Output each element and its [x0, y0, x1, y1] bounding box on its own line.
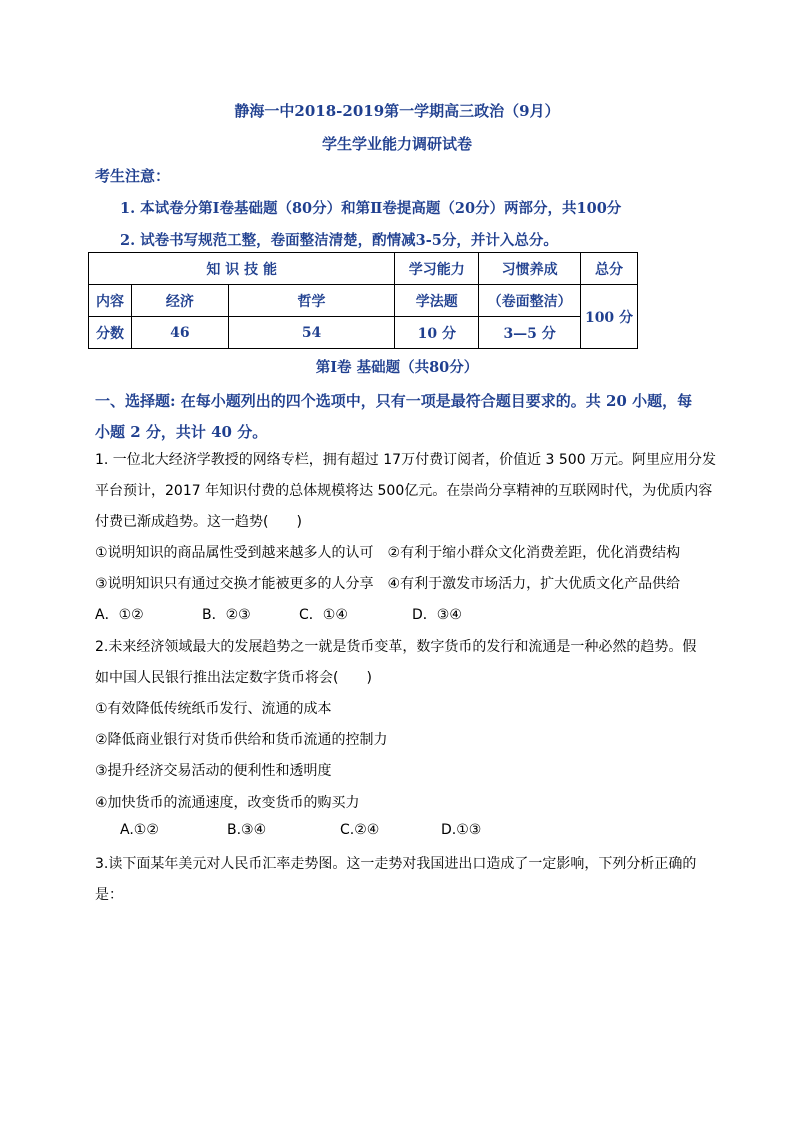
option-c: C.②④ — [340, 822, 380, 838]
question-1-line-1: 1. 一位北大经济学教授的网络专栏，拥有超过 17万付费订阅者，价值近 3 500 万元。阿里应用分发 — [95, 452, 717, 468]
question-2-line-2: 如中国人民银行推出法定数字货币将会( ) — [95, 670, 372, 686]
cell-economics-score: 46 — [131, 317, 228, 349]
header-knowledge: 知 识 技 能 — [89, 253, 395, 285]
question-1-statement-3-4: ③说明知识只有通过交换才能被更多的人分享 ④有利于激发市场活力，扩大优质文化产品供给 — [95, 576, 681, 592]
section-instruction: 一、选择题: 在每小题列出的四个选项中，只有一项是最符合题目要求的。共 20 小题，每小题 2 分，共计 40 分。 — [95, 392, 693, 441]
question-1-line-2: 平台预计，2017 年知识付费的总体规模将达 500亿元。在崇尚分享精神的互联网时代，为优质内容 — [95, 483, 713, 499]
score-table — [88, 252, 638, 349]
question-2-statement-4: ④加快货币的流通速度，改变货币的购买力 — [95, 795, 360, 811]
question-2-line-1: 2.未来经济领域最大的发展趋势之一就是货币变革，数字货币的发行和流通是一种必然的趋势。假 — [95, 639, 697, 655]
cell-total-value: 100 分 — [581, 285, 638, 349]
option-a: A．①② — [95, 607, 144, 623]
header-learning: 学习能力 — [395, 253, 479, 285]
cell-neatness-score: 3—5 分 — [479, 317, 581, 349]
header-total: 总分 — [581, 253, 638, 285]
row-label-content: 内容 — [89, 285, 132, 317]
notice-heading: 考生注意： — [95, 167, 171, 185]
cell-philosophy-score: 54 — [228, 317, 395, 349]
exam-title: 静海一中2018-2019第一学期高三政治（9月） — [234, 102, 560, 120]
question-2-statement-3: ③提升经济交易活动的便利性和透明度 — [95, 763, 332, 779]
question-2-statement-2: ②降低商业银行对货币供给和货币流通的控制力 — [95, 732, 388, 748]
cell-neatness: （卷面整洁） — [479, 285, 581, 317]
question-2-options — [120, 822, 481, 838]
section-title: 第Ⅰ卷 基础题（共80分） — [315, 359, 479, 376]
row-label-score: 分数 — [89, 317, 132, 349]
cell-method: 学法题 — [395, 285, 479, 317]
question-3-line-2: 是： — [95, 887, 123, 903]
table-row — [89, 317, 638, 349]
header-habit: 习惯养成 — [479, 253, 581, 285]
table-row — [89, 285, 638, 317]
question-3-line-1: 3.读下面某年美元对人民币汇率走势图。这一走势对我国进出口造成了一定影响，下列分析正确的 — [95, 856, 697, 872]
question-2-statement-1: ①有效降低传统纸币发行、流通的成本 — [95, 701, 332, 717]
question-1-options — [95, 604, 462, 624]
option-c: C．①④ — [299, 607, 348, 623]
option-d: D．③④ — [412, 607, 462, 623]
exam-subtitle: 学生学业能力调研试卷 — [321, 135, 472, 153]
cell-economics: 经济 — [131, 285, 228, 317]
notice-item-1: 1. 本试卷分第Ⅰ卷基础题（80分）和第Ⅱ卷提高题（20分）两部分，共100分 — [120, 200, 622, 217]
option-d: D.①③ — [441, 822, 482, 838]
question-1-line-3: 付费已渐成趋势。这一趋势( ) — [95, 514, 302, 530]
table-row — [89, 253, 638, 285]
cell-philosophy: 哲学 — [228, 285, 395, 317]
question-1-statement-1-2: ①说明知识的商品属性受到越来越多人的认可 ②有利于缩小群众文化消费差距，优化消费结构 — [95, 545, 681, 561]
option-b: B．②③ — [202, 607, 251, 623]
cell-method-score: 10 分 — [395, 317, 479, 349]
option-b: B.③④ — [227, 822, 267, 838]
option-a: A.①② — [120, 822, 159, 838]
notice-item-2: 2. 试卷书写规范工整，卷面整洁清楚，酌情减3-5分，并计入总分。 — [120, 232, 558, 249]
